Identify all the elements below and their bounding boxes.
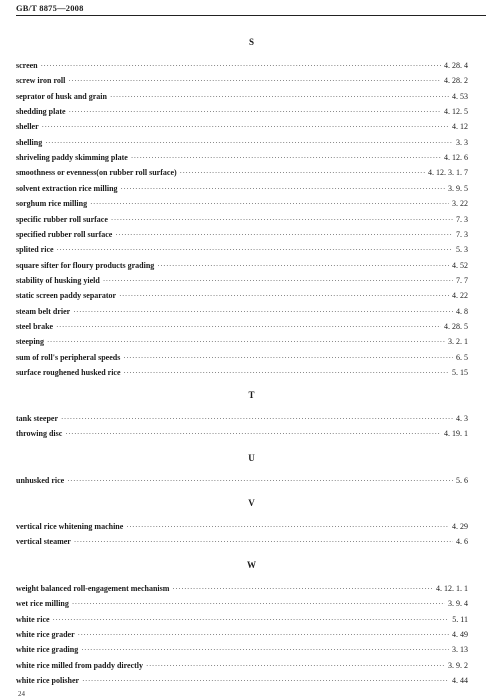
index-reference: 4. 12. 3. 1. 7 xyxy=(428,168,468,177)
dot-leader xyxy=(121,183,445,195)
index-term: square sifter for floury products grading xyxy=(16,261,155,270)
dot-leader xyxy=(67,475,453,487)
index-entry xyxy=(16,183,468,195)
index-term: throwing disc xyxy=(16,429,63,438)
index-entry xyxy=(16,521,468,533)
index-term: steel brake xyxy=(16,322,54,331)
index-term: steeping xyxy=(16,337,44,346)
dot-leader xyxy=(172,583,433,595)
index-term: wet rice milling xyxy=(16,599,69,608)
index-reference: 3. 9. 5 xyxy=(448,184,468,193)
index-term: static screen paddy separator xyxy=(16,291,117,300)
dot-leader xyxy=(103,275,453,287)
index-reference: 5. 6 xyxy=(456,476,468,485)
dot-leader xyxy=(115,229,453,241)
index-reference: 4. 19. 1 xyxy=(444,429,468,438)
dot-leader xyxy=(73,306,453,318)
index-term: sheller xyxy=(16,122,39,131)
document-header: GB/T 8875—2008 xyxy=(16,3,84,13)
index-reference: 3. 9. 4 xyxy=(448,599,468,608)
index-reference: 4. 12. 6 xyxy=(444,153,468,162)
index-entry xyxy=(16,321,468,333)
index-entry xyxy=(16,275,468,287)
dot-leader xyxy=(47,336,445,348)
index-term: shriveling paddy skimming plate xyxy=(16,153,128,162)
index-reference: 5. 15 xyxy=(452,368,468,377)
index-entry xyxy=(16,428,468,440)
dot-leader xyxy=(111,214,453,226)
dot-leader xyxy=(82,675,449,687)
index-entry xyxy=(16,229,468,241)
index-entry xyxy=(16,675,468,687)
index-entry xyxy=(16,629,468,641)
index-entry xyxy=(16,121,468,133)
index-term: seprator of husk and grain xyxy=(16,92,107,101)
section-letter-u: U xyxy=(248,453,255,463)
index-entry xyxy=(16,306,468,318)
index-reference: 4. 53 xyxy=(452,92,468,101)
index-entry xyxy=(16,644,468,656)
index-term: shedding plate xyxy=(16,107,66,116)
index-entry xyxy=(16,152,468,164)
dot-leader xyxy=(110,91,449,103)
dot-leader xyxy=(42,121,449,133)
index-entry xyxy=(16,660,468,672)
index-reference: 4. 8 xyxy=(456,307,468,316)
index-reference: 4. 12 xyxy=(452,122,468,131)
dot-leader xyxy=(45,137,453,149)
dot-leader xyxy=(157,260,449,272)
dot-leader xyxy=(69,106,441,118)
index-reference: 4. 29 xyxy=(452,522,468,531)
dot-leader xyxy=(123,352,453,364)
index-entry xyxy=(16,214,468,226)
index-entry xyxy=(16,260,468,272)
index-term: vertical steamer xyxy=(16,537,71,546)
index-term: white rice grading xyxy=(16,645,79,654)
index-reference: 4. 28. 2 xyxy=(444,76,468,85)
index-reference: 6. 5 xyxy=(456,353,468,362)
index-entry xyxy=(16,244,468,256)
dot-leader xyxy=(180,167,425,179)
index-term: steam belt drier xyxy=(16,307,71,316)
index-term: specified rubber roll surface xyxy=(16,230,113,239)
index-term: unhusked rice xyxy=(16,476,65,485)
section-letter-t: T xyxy=(248,390,255,400)
section-letter-w: W xyxy=(247,560,256,570)
index-reference: 5. 11 xyxy=(452,615,468,624)
dot-leader xyxy=(41,60,441,72)
index-entry xyxy=(16,106,468,118)
index-reference: 4. 28. 4 xyxy=(444,61,468,70)
index-term: surface roughened husked rice xyxy=(16,368,121,377)
index-term: sorghum rice milling xyxy=(16,199,88,208)
page-number: 24 xyxy=(18,690,25,698)
index-reference: 7. 7 xyxy=(456,276,468,285)
dot-leader xyxy=(65,428,441,440)
index-entry xyxy=(16,290,468,302)
index-reference: 4. 49 xyxy=(452,630,468,639)
index-term: white rice xyxy=(16,615,50,624)
index-entry xyxy=(16,583,468,595)
index-entry xyxy=(16,336,468,348)
index-reference: 4. 12. 1. 1 xyxy=(436,584,468,593)
index-reference: 4. 6 xyxy=(456,537,468,546)
index-reference: 4. 44 xyxy=(452,676,468,685)
dot-leader xyxy=(53,614,450,626)
index-entry xyxy=(16,352,468,364)
index-term: tank steeper xyxy=(16,414,58,423)
index-reference: 4. 3 xyxy=(456,414,468,423)
index-term: white rice milled from paddy directly xyxy=(16,661,144,670)
index-reference: 3. 22 xyxy=(452,199,468,208)
dot-leader xyxy=(119,290,449,302)
index-reference: 4. 22 xyxy=(452,291,468,300)
index-reference: 4. 12. 5 xyxy=(444,107,468,116)
dot-leader xyxy=(56,321,441,333)
dot-leader xyxy=(146,660,445,672)
index-reference: 3. 13 xyxy=(452,645,468,654)
index-entry xyxy=(16,536,468,548)
index-entry xyxy=(16,198,468,210)
index-term: stability of husking yield xyxy=(16,276,100,285)
dot-leader xyxy=(57,244,453,256)
index-reference: 3. 9. 2 xyxy=(448,661,468,670)
index-entry xyxy=(16,75,468,87)
index-entry xyxy=(16,367,468,379)
index-reference: 4. 52 xyxy=(452,261,468,270)
index-reference: 7. 3 xyxy=(456,215,468,224)
index-term: shelling xyxy=(16,138,43,147)
dot-leader xyxy=(131,152,441,164)
header-rule xyxy=(16,15,486,16)
index-entry xyxy=(16,60,468,72)
index-term: vertical rice whitening machine xyxy=(16,522,124,531)
index-reference: 7. 3 xyxy=(456,230,468,239)
index-term: screen xyxy=(16,61,38,70)
dot-leader xyxy=(81,644,449,656)
index-reference: 3. 3 xyxy=(456,138,468,147)
dot-leader xyxy=(126,521,449,533)
index-reference: 4. 28. 5 xyxy=(444,322,468,331)
dot-leader xyxy=(90,198,449,210)
index-entry xyxy=(16,413,468,425)
dot-leader xyxy=(61,413,453,425)
dot-leader xyxy=(124,367,449,379)
index-reference: 5. 3 xyxy=(456,245,468,254)
index-entry xyxy=(16,167,468,179)
index-reference: 3. 2. 1 xyxy=(448,337,468,346)
index-term: white rice polisher xyxy=(16,676,80,685)
dot-leader xyxy=(72,598,445,610)
index-term: specific rubber roll surface xyxy=(16,215,108,224)
section-letter-s: S xyxy=(248,37,254,47)
index-term: sum of roll's peripheral speeds xyxy=(16,353,121,362)
index-entry xyxy=(16,137,468,149)
index-term: weight balanced roll-engagement mechanism xyxy=(16,584,170,593)
dot-leader xyxy=(78,629,449,641)
index-term: white rice grader xyxy=(16,630,75,639)
dot-leader xyxy=(68,75,441,87)
index-term: screw iron roll xyxy=(16,76,66,85)
index-entry xyxy=(16,614,468,626)
index-term: splited rice xyxy=(16,245,54,254)
section-letter-v: V xyxy=(248,498,255,508)
index-entry xyxy=(16,91,468,103)
dot-leader xyxy=(74,536,453,548)
index-term: solvent extraction rice milling xyxy=(16,184,118,193)
index-entry xyxy=(16,475,468,487)
index-entry xyxy=(16,598,468,610)
index-term: smoothness or evenness(on rubber roll surface) xyxy=(16,168,177,177)
